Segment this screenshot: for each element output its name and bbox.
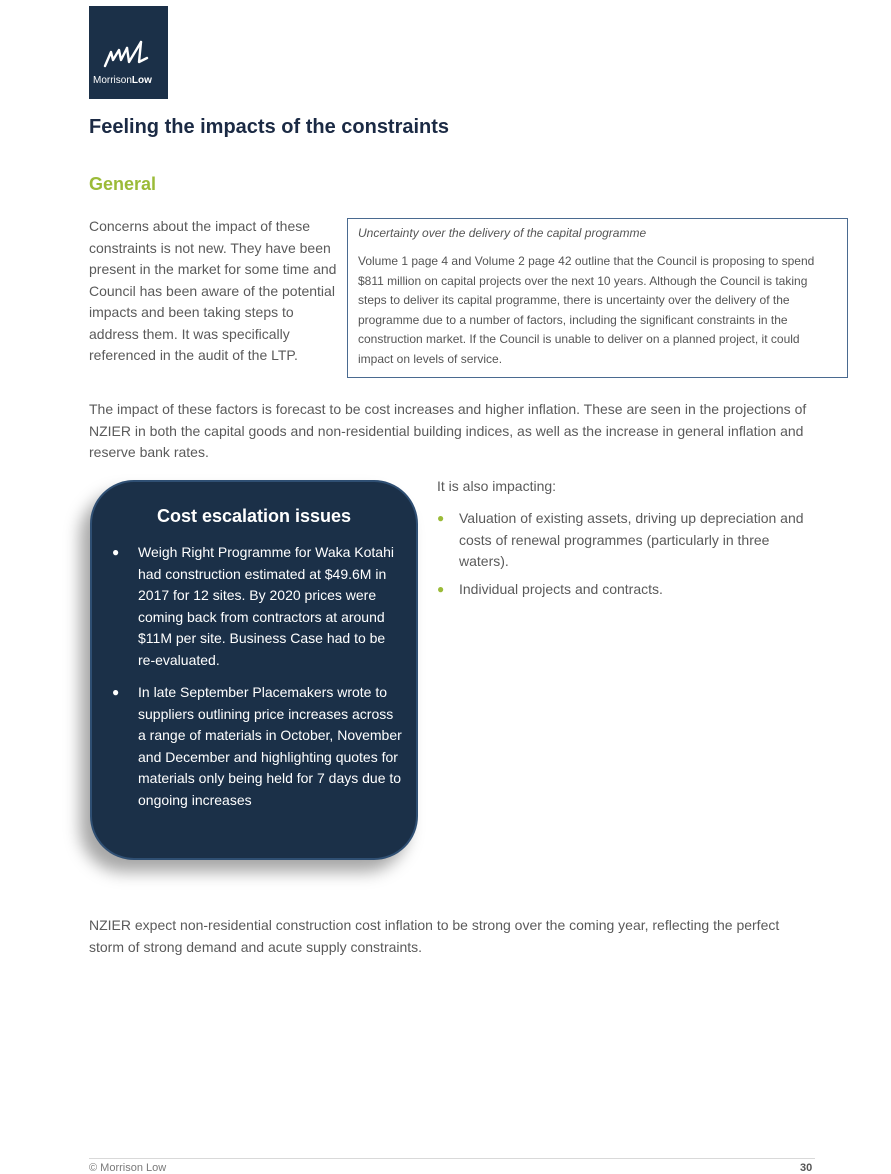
footer-copyright: © Morrison Low	[89, 1162, 167, 1174]
page-title: Feeling the impacts of the constraints	[89, 116, 450, 138]
logo-wordmark	[93, 75, 152, 86]
callout-body: Volume 1 page 4 and Volume 2 page 42 outline that the Council is proposing to spend $811 million on capital projects over the next 10 years. Although the Council is taking steps to deliver its capital programme, there is uncertainty over the delivery of the programme due to a number of factors, including the significant constraints in the construction market. If the Council is unable to deliver on a planned project, it could impact on levels of service.	[358, 254, 815, 366]
list-item	[437, 508, 817, 573]
cost-escalation-list	[112, 542, 402, 822]
list-item	[112, 682, 402, 811]
list-item	[437, 579, 817, 601]
list-item-text: Individual projects and contracts.	[459, 580, 663, 597]
bullet-dot-icon: ●	[437, 511, 445, 525]
page-number: 30	[800, 1162, 813, 1174]
callout-box	[347, 218, 848, 378]
impact-paragraph: The impact of these factors is forecast to be cost increases and higher inflation. These are seen in the projections of NZIER in both the capital goods and non-residential building indices, as well as the increase in general inflation and reserve bank rates.	[89, 401, 807, 460]
callout-title: Uncertainty over the delivery of the capital programme	[358, 226, 647, 240]
list-item	[112, 542, 402, 671]
cost-escalation-title: Cost escalation issues	[156, 506, 352, 526]
list-item-text: Weigh Right Programme for Waka Kotahi had construction estimated at $49.6M in 2017 for 12 sites. By 2020 prices were coming back from contractors at around $11M per site. Business Case had to be re-evaluated.	[138, 544, 394, 668]
logo-mark-icon	[101, 36, 155, 70]
also-impacting-list	[437, 508, 817, 606]
bullet-dot-icon: ●	[112, 545, 120, 559]
list-item-text: Valuation of existing assets, driving up depreciation and costs of renewal programmes (particularly in three waters).	[459, 510, 804, 569]
morrison-low-logo	[89, 6, 168, 99]
bullet-dot-icon: ●	[437, 581, 445, 596]
footer-divider	[89, 1158, 815, 1159]
list-item-text: In late September Placemakers wrote to suppliers outlining price increases across a range of materials in October, November and December and highlighting quotes for materials only being held for 7 days due to ongoing increases	[138, 684, 402, 808]
bullet-dot-icon: ●	[112, 685, 120, 699]
section-heading: General	[89, 174, 157, 194]
cost-escalation-panel	[90, 480, 418, 860]
logo-text-bold: Low	[131, 75, 152, 86]
logo-text-regular: Morrison	[93, 75, 132, 86]
intro-paragraph: Concerns about the impact of these constraints is not new. They have been present in the market for some time and Council has been aware of the potential impacts and been taking steps to address them. It was specifically referenced in the audit of the LTP.	[89, 218, 337, 363]
nzier-paragraph: NZIER expect non-residential construction cost inflation to be strong over the coming year, reflecting the perfect storm of strong demand and acute supply constraints.	[89, 917, 780, 955]
also-impacting-lead: It is also impacting:	[437, 478, 557, 494]
